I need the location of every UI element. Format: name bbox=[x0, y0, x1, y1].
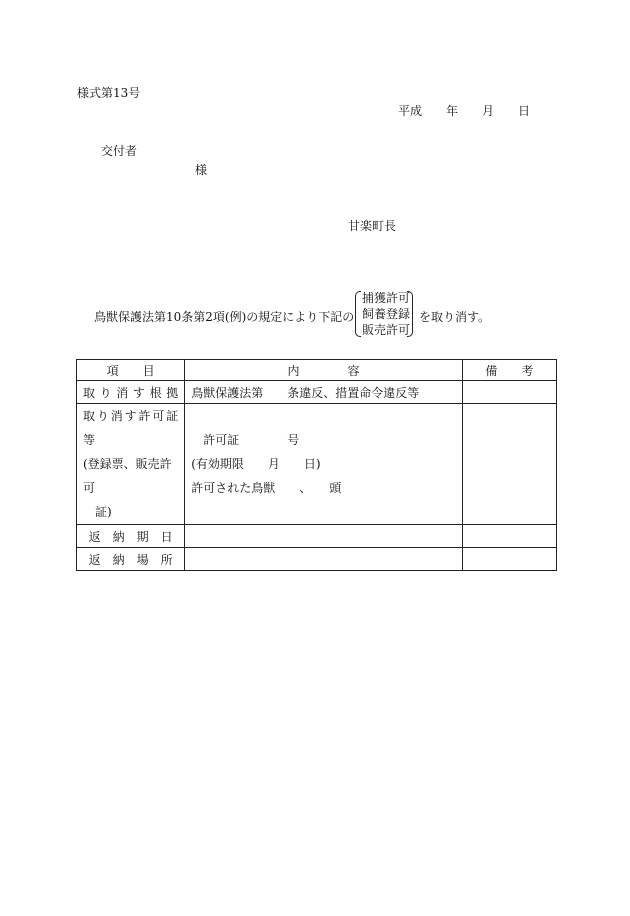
honorific: 様 bbox=[195, 163, 208, 177]
permit-label-line: 証) bbox=[83, 505, 112, 519]
table-row bbox=[77, 381, 557, 404]
statement-suffix: を取り消す。 bbox=[419, 310, 491, 324]
return-place-content bbox=[185, 548, 463, 571]
permit-label bbox=[77, 404, 185, 525]
permit-content-line: 許可された鳥獣 、 頭 bbox=[191, 481, 342, 495]
header-item: 項 目 bbox=[77, 360, 185, 381]
permit-label-line: (登録票、販売許可 bbox=[83, 457, 172, 495]
header-remarks: 備 考 bbox=[462, 360, 556, 381]
bracket-left bbox=[355, 291, 361, 337]
bracket-right bbox=[407, 291, 413, 337]
permit-type-bracket bbox=[355, 290, 413, 337]
table-header-row bbox=[77, 360, 557, 381]
return-date-content bbox=[185, 525, 463, 548]
permit-type-list bbox=[362, 290, 410, 338]
basis-label: 取り消す根拠 bbox=[77, 381, 185, 404]
basis-content: 鳥獣保護法第 条違反、措置命令違反等 bbox=[185, 381, 463, 404]
return-place-remarks bbox=[462, 548, 556, 571]
table-row bbox=[77, 404, 557, 525]
statement-prefix: 鳥獣保護法第10条第2項(例)の規定により下記の bbox=[94, 310, 355, 324]
recipient-label: 交付者 bbox=[101, 144, 138, 158]
form-number: 様式第13号 bbox=[77, 86, 141, 100]
permit-type-sales: 販売許可 bbox=[362, 323, 411, 337]
header-content: 内 容 bbox=[185, 360, 463, 381]
basis-remarks bbox=[462, 381, 556, 404]
permit-content-line: 許可証 号 bbox=[191, 433, 300, 447]
issuer-name: 甘楽町長 bbox=[348, 219, 397, 233]
table-row bbox=[77, 548, 557, 571]
date-line: 平成 年 月 日 bbox=[398, 104, 531, 118]
revocation-table bbox=[76, 359, 557, 571]
return-date-label: 返 納 期 日 bbox=[77, 525, 185, 548]
permit-type-keeping: 飼養登録 bbox=[362, 307, 411, 321]
permit-type-capture: 捕獲許可 bbox=[362, 291, 411, 305]
permit-remarks bbox=[462, 404, 556, 525]
permit-label-line: 取り消す許可証等 bbox=[83, 409, 179, 447]
return-place-label: 返 納 場 所 bbox=[77, 548, 185, 571]
permit-content bbox=[185, 404, 463, 525]
table-row bbox=[77, 525, 557, 548]
permit-content-line: (有効期限 月 日) bbox=[191, 457, 321, 471]
return-date-remarks bbox=[462, 525, 556, 548]
